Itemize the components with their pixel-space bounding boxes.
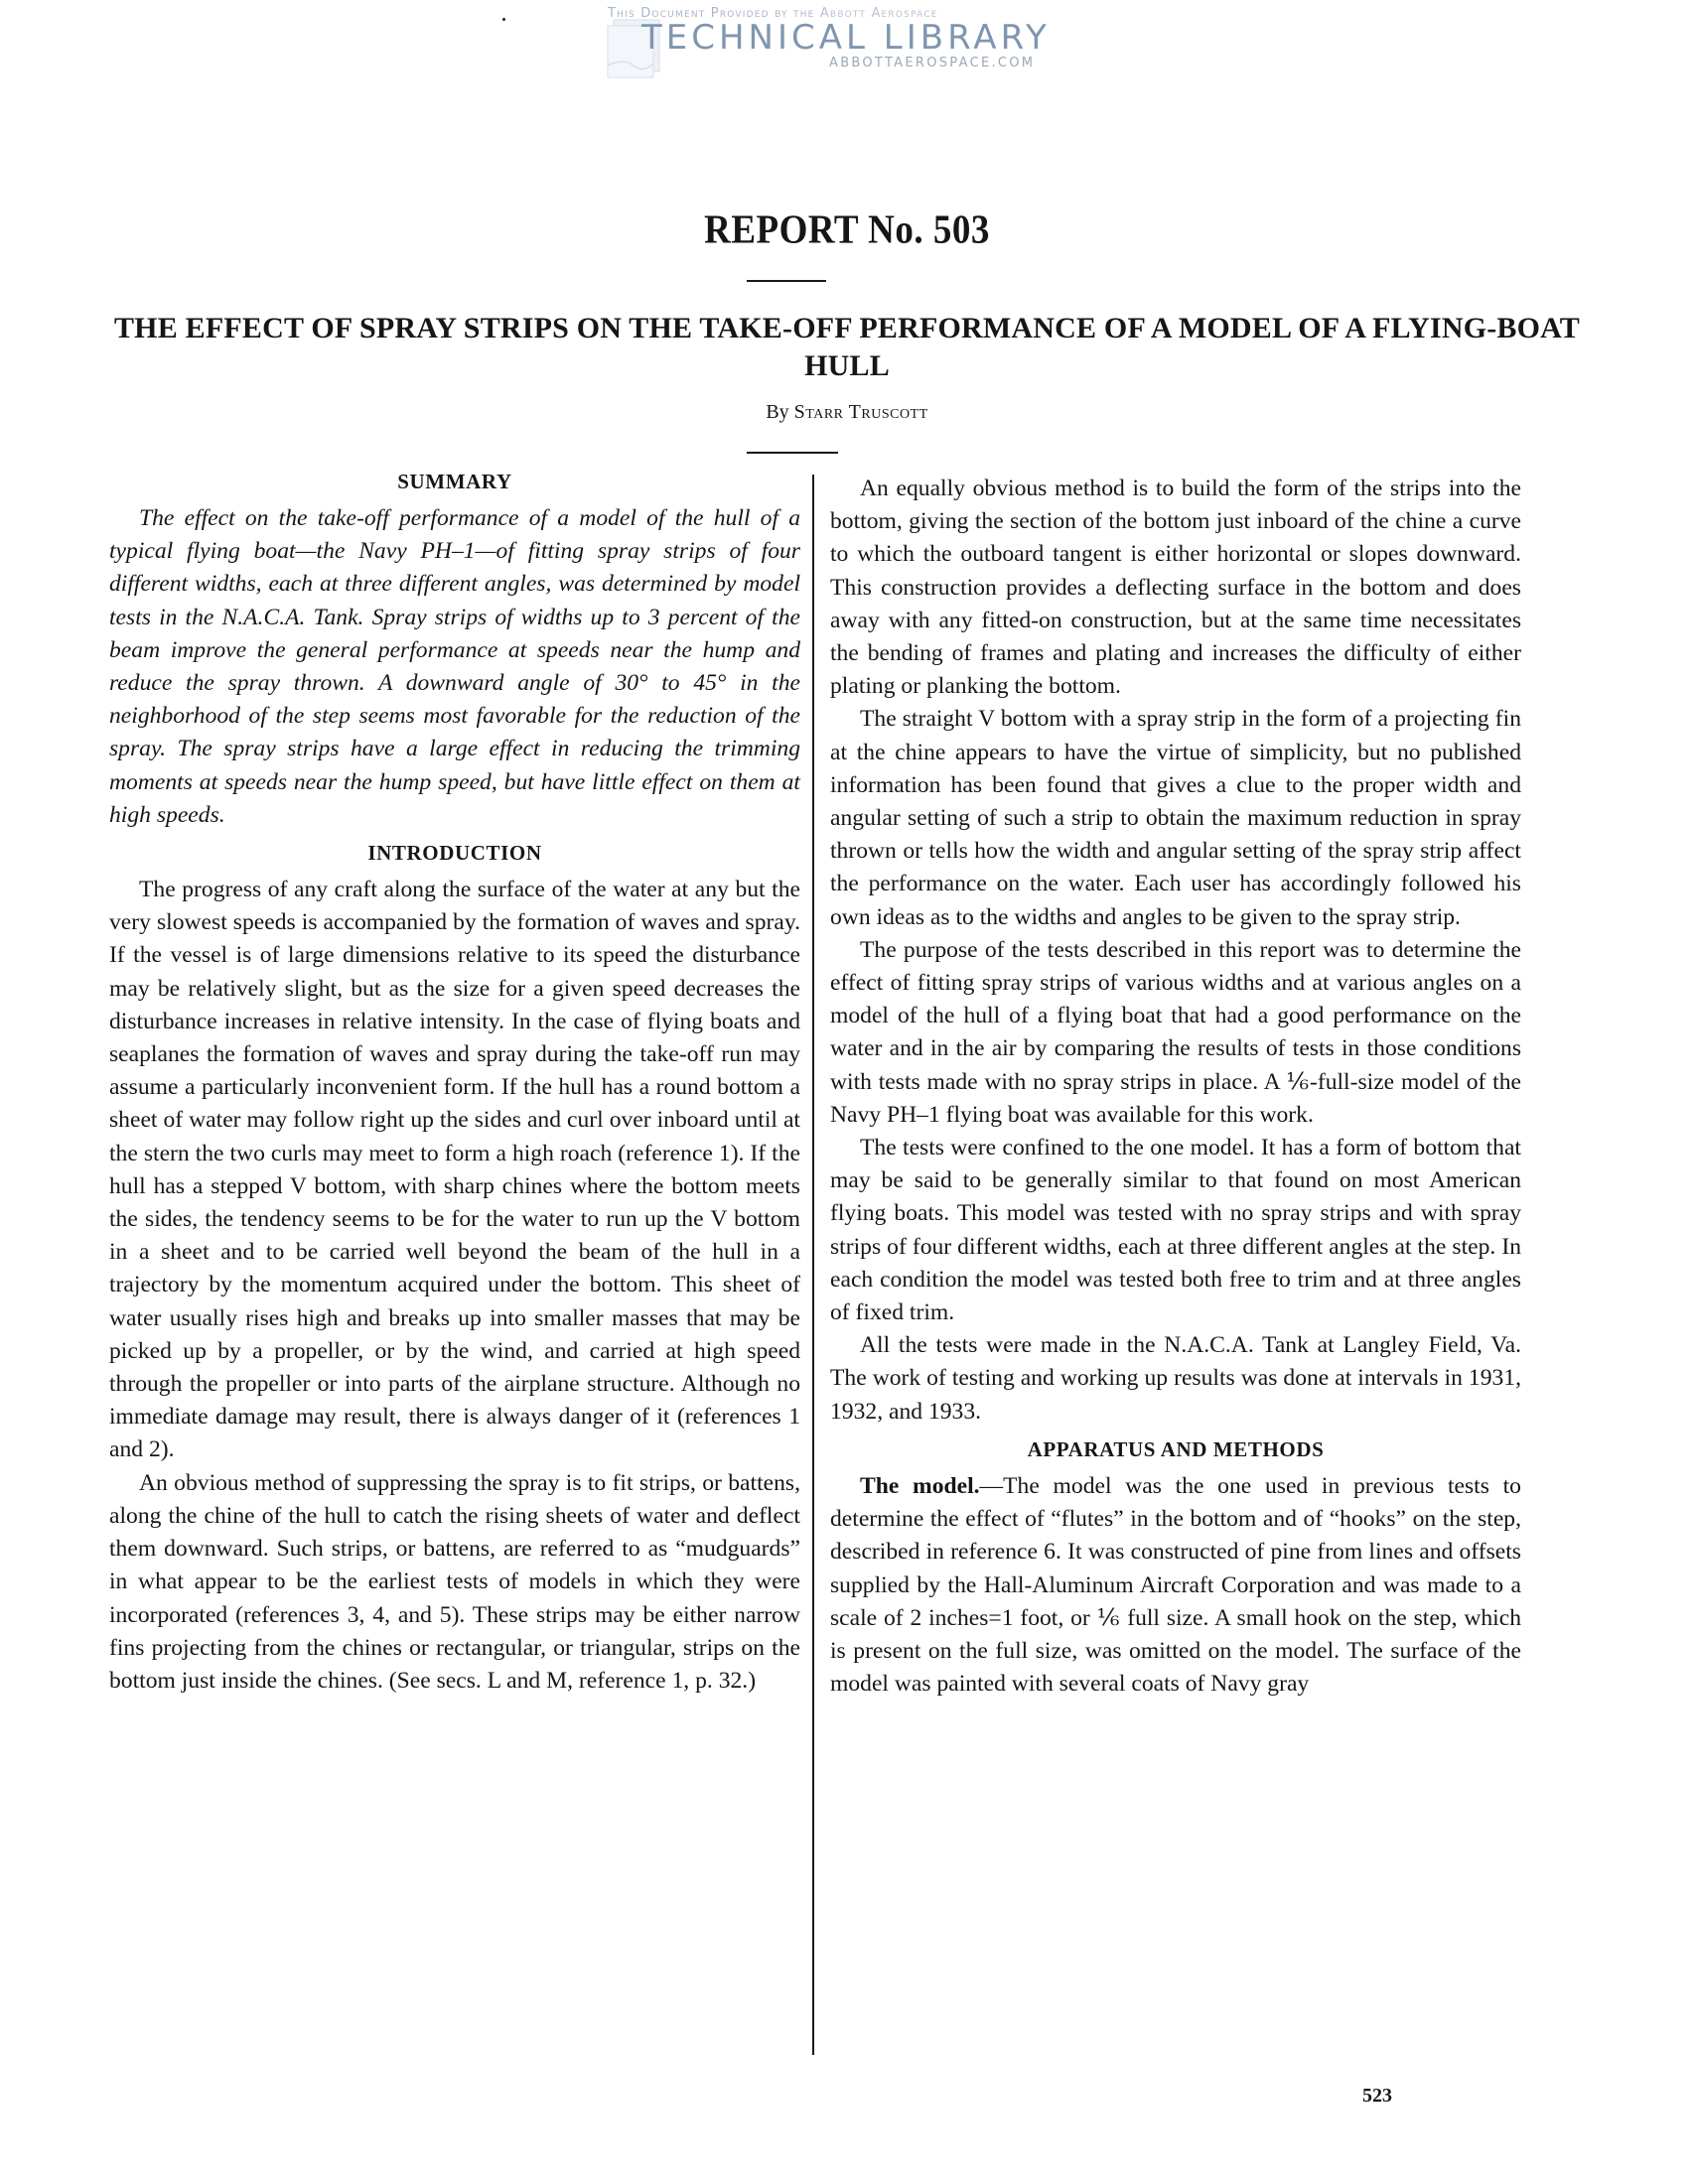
title-divider <box>747 280 826 282</box>
body-paragraph: The tests were confined to the one model. It has a form of bottom that may be said to be generally similar to that found on most American flying boats. This model was tested with no spray strips and with spray strips of four different widths, each at three different angles at the step. In each condition the model was tested both free to trim and at three angles of fixed trim. <box>830 1135 1521 1326</box>
author-name: Starr Truscott <box>793 401 928 423</box>
body-paragraph: The purpose of the tests described in this report was to determine the effect of fitting spray strips of various widths and at various angles on a model of the hull of a flying boat that had a good performance on the water and in the air by comparing the results of tests in those conditions with tests made with no spray strips in place. A ⅙-full-size model of the Navy PH–1 flying boat was available for this work. <box>830 936 1521 1128</box>
watermark-url: ABBOTTAEROSPACE.COM <box>829 56 1036 70</box>
body-paragraph: The straight V bottom with a spray strip in the form of a projecting fin at the chine appears to have the virtue of simplicity, but no published information has been found that gives a clue to the proper width and angular setting of such a strip to obtain the maximum reduction in spray thrown or tells how the width and angular setting of the spray strip affect the performance on the water. Each user has accordingly followed his own ideas as to the widths and angles to be given to the spray strip. <box>830 706 1521 930</box>
run-in-heading: The model. <box>860 1472 980 1499</box>
summary-heading: SUMMARY <box>397 470 512 493</box>
introduction-heading: INTRODUCTION <box>367 841 542 866</box>
apparatus-heading: APPARATUS AND METHODS <box>1027 1436 1325 1461</box>
body-paragraph: The progress of any craft along the surface of the water at any but the very slowest speeds is accompanied by the formation of waves and spray. If the vessel is of large dimensions relative to its speed the disturbance may be relatively slight, but as the size for a given speed decreases the disturbance increases in relative intensity. In the case of flying boats and seaplanes the formation of waves and spray during the take-off run may assume a particularly inconvenient form. If the hull has a round bottom a sheet of water may follow right up the sides and curl over inboard until at the stern the two curls may meet to form a high roach (reference 1). If the hull has a stepped V bottom, with sharp chines where the bottom meets the sides, the tendency seems to be for the water to run up the V bottom in a sheet and to be carried well beyond the beam of the hull in a trajectory by the momentum acquired under the bottom. This sheet of water usually rises high and breaks up into smaller masses that may be picked up by a propeller, or by the wind, and carried at high speed through the propeller or into parts of the airplane structure. Although no immediate damage may result, there is always danger of it (references 1 and 2). <box>109 877 800 1463</box>
left-column <box>109 467 800 1698</box>
body-paragraph: An obvious method of suppressing the spray is to fit strips, or battens, along the chine of the hull to catch the rising sheets of water and deflect them downward. Such strips, or battens, are referred to as “mudguards” in what appear to be the earliest tests of models in which they were incorporated (references 3, 4, and 5). These strips may be either narrow fins projecting from the chines or rectangular, or triangular, strips on the bottom just inside the chines. (See secs. L and M, reference 1, p. 32.) <box>109 1469 800 1694</box>
document-title: THE EFFECT OF SPRAY STRIPS ON THE TAKE-OFF PERFORMANCE OF A MODEL OF A FLYING-BOAT HULL <box>113 312 1581 382</box>
scan-speck <box>502 18 505 21</box>
byline-divider <box>747 452 838 454</box>
watermark-provided-by-prefix: This Document Provided by the <box>608 6 815 21</box>
right-column <box>830 473 1521 1701</box>
watermark-brand: Abbott Aerospace <box>819 6 938 21</box>
apparatus-text: —The model was the one used in previous tests to determine the effect of “flutes” in the bottom and of “hooks” on the step, described in reference 6. It was constructed of pine from lines and offsets supplied by the Hall-Aluminum Aircraft Corporation and was made to a scale of 2 inches=1 foot, or ⅙ full size. A small hook on the step, which is present on the full size, was omitted on the model. The surface of the model was painted with several coats of Navy gray <box>830 1472 1521 1698</box>
summary-paragraph: The effect on the take-off performance of a model of the hull of a typical flying boat—the Navy PH–1—of fitting spray strips of four different widths, each at three different angles, was determined by model tests in the N.A.C.A. Tank. Spray strips of widths up to 3 percent of the beam improve the general performance at speeds near the hump and reduce the spray thrown. A downward angle of 30° to 45° in the neighborhood of the step seems most favorable for the reduction of the spray. The spray strips have a large effect in reducing the trimming moments at speeds near the hump speed, but have little effect on them at high speeds. <box>109 505 800 828</box>
column-divider <box>812 475 814 2055</box>
page-number: 523 <box>1362 2085 1392 2107</box>
watermark-technical-library: TECHNICAL LIBRARY <box>641 18 1051 58</box>
apparatus-paragraph <box>830 1470 1521 1701</box>
body-paragraph: All the tests were made in the N.A.C.A. Tank at Langley Field, Va. The work of testing and working up results was done at intervals in 1931, 1932, and 1933. <box>830 1332 1521 1425</box>
body-paragraph: An equally obvious method is to build the form of the strips into the bottom, giving the section of the bottom just inboard of the chine a curve to which the outboard tangent is either horizontal or slopes downward. This construction provides a deflecting surface in the bottom and does away with any fitted-on construction, but at the same time necessitates the bending of frames and plating and increases the difficulty of either plating or planking the bottom. <box>830 476 1521 700</box>
byline <box>0 401 1694 424</box>
byline-prefix: By <box>766 401 789 423</box>
report-number: REPORT No. 503 <box>704 206 990 253</box>
abbott-aerospace-watermark <box>596 4 1092 83</box>
